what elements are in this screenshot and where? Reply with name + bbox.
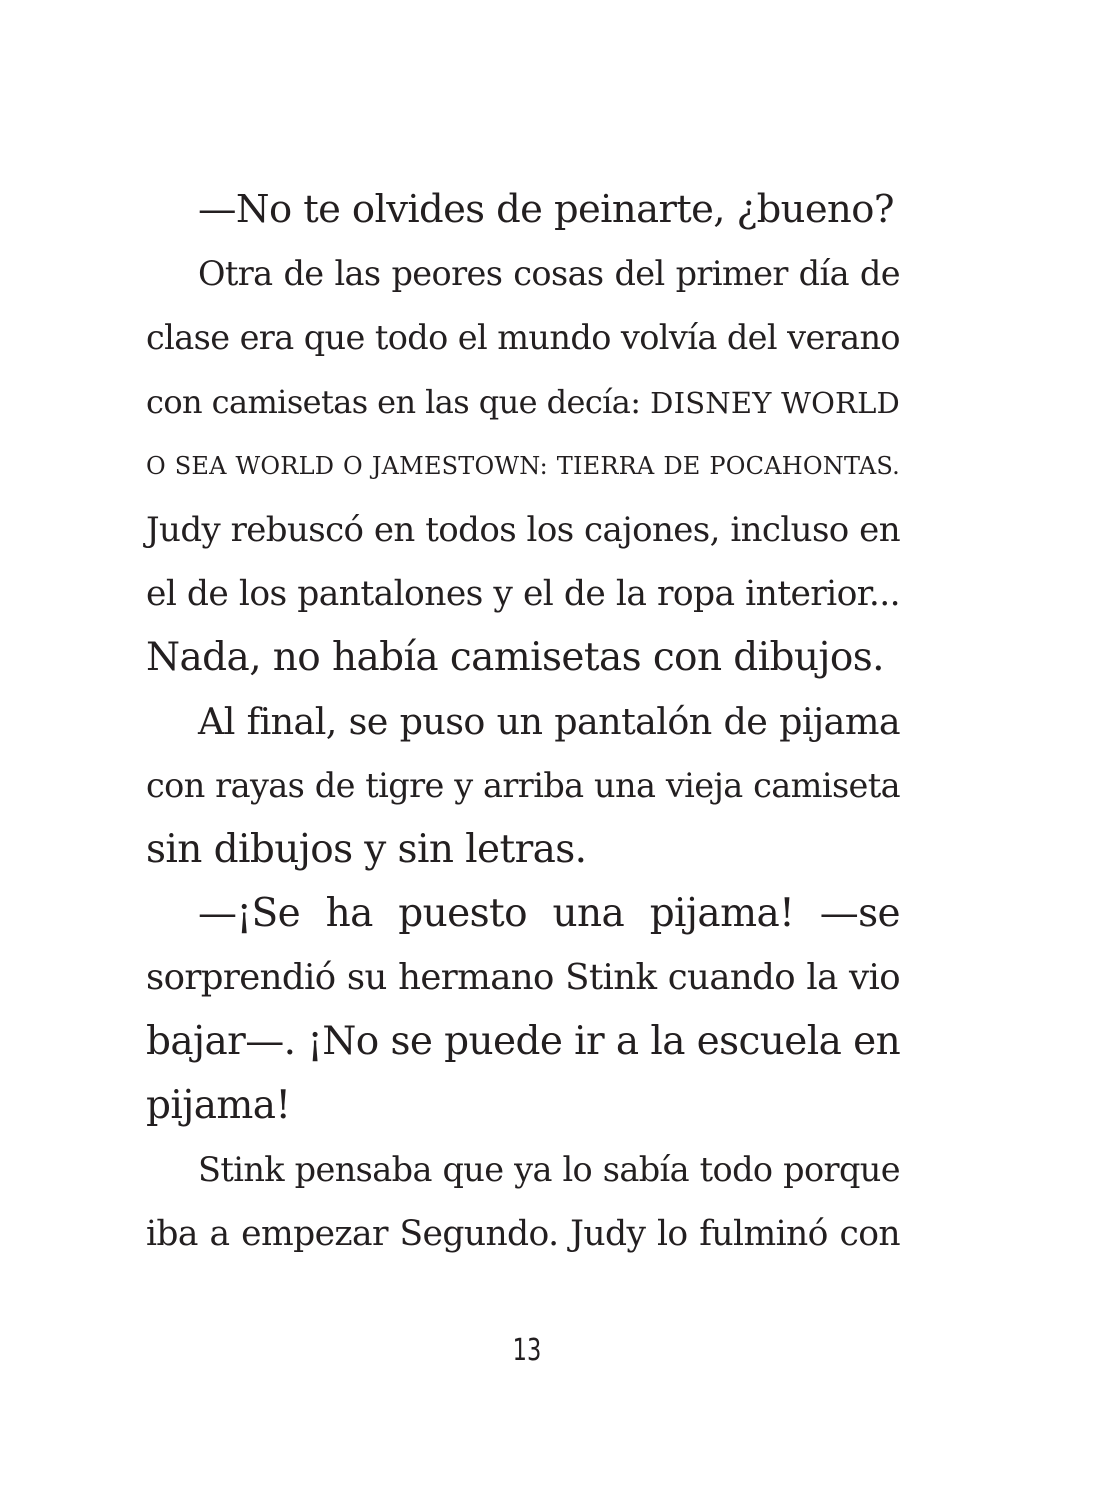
- text-line: sin dibujos y sin letras.: [146, 827, 587, 872]
- text-line: —No te olvides de peinarte, ¿bueno?: [198, 187, 894, 232]
- page-number: 13: [512, 1333, 542, 1368]
- text-line: Nada, no había camisetas con dibujos.: [146, 635, 884, 680]
- smallcaps-text: DISNEY WORLD: [650, 386, 901, 420]
- text-line: clase era que todo el mundo volvía del verano: [146, 318, 900, 357]
- text-line: Al final, se puso un pantalón de pijama: [198, 700, 900, 743]
- text-line: bajar—. ¡No se puede ir a la escuela en: [146, 1019, 901, 1064]
- smallcaps-line: O SEA WORLD O JAMESTOWN: TIERRA DE POCAHONTAS.: [146, 452, 900, 480]
- body-text: [146, 178, 900, 1266]
- text-line: Otra de las peores cosas del primer día de: [198, 254, 900, 293]
- text-line: Stink pensaba que ya lo sabía todo porque: [198, 1150, 900, 1189]
- text-line: con rayas de tigre y arriba una vieja camiseta: [146, 766, 900, 805]
- text-line: pijama!: [146, 1083, 291, 1128]
- text-line: el de los pantalones y el de la ropa interior...: [146, 574, 900, 614]
- text-line: [146, 370, 900, 434]
- text-line: iba a empezar Segundo. Judy lo fulminó con: [146, 1214, 900, 1254]
- text-line: sorprendió su hermano Stink cuando la vio: [146, 957, 900, 998]
- text-line: Judy rebuscó en todos los cajones, incluso en: [146, 510, 900, 550]
- text-fragment: con camisetas en las que decía:: [146, 383, 641, 421]
- text-line: —¡Se ha puesto una pijama! —se: [198, 891, 900, 936]
